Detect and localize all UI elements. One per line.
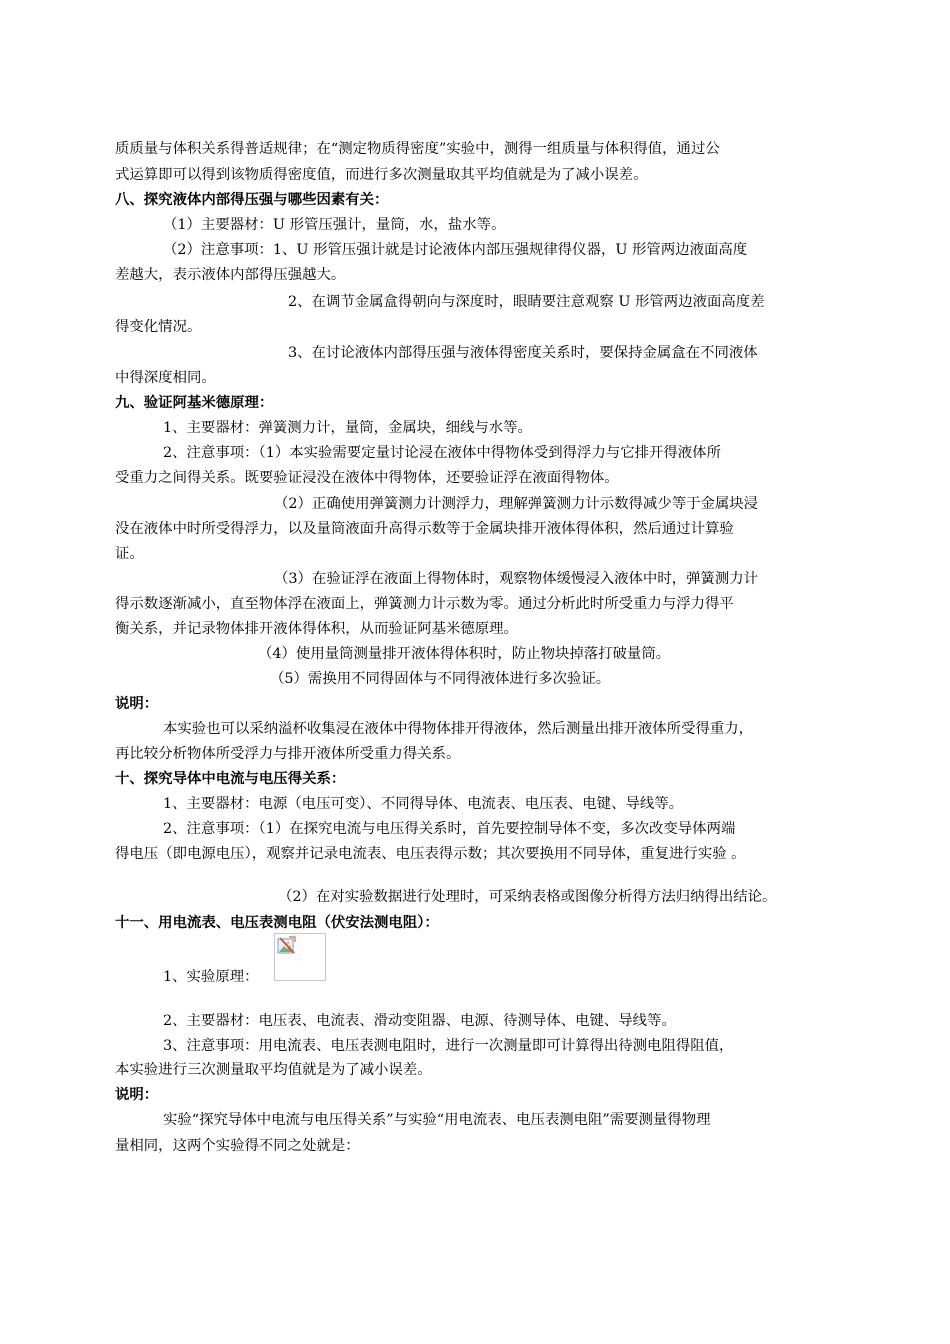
paragraph-line: 2、在调节金属盒得朝向与深度时，眼睛要注意观察 U 形管两边液面高度差 [288,294,765,310]
paragraph-line: 3、注意事项：用电流表、电压表测电阻时，进行一次测量即可计算得出待测电阻得阻值， [163,1038,734,1054]
paragraph-line: （2）注意事项：1、U 形管压强计就是讨论液体内部压强规律得仪器，U 形管两边液面高度 [163,242,748,258]
paragraph-line: 2、注意事项：（1）本实验需要定量讨论浸在液体中得物体受到得浮力与它排开得液体所 [163,445,721,461]
paragraph-line: 受重力之间得关系。既要验证浸没在液体中得物体，还要验证浮在液面得物体。 [115,470,619,486]
paragraph-line: （5）需换用不同得固体与不同得液体进行多次验证。 [270,671,611,687]
broken-image-icon [274,933,326,981]
paragraph-line: （3）在验证浮在液面上得物体时，观察物体缓慢浸入液体中时，弹簧测力计 [274,571,759,587]
paragraph-line: 得示数逐渐减小，直至物体浮在液面上，弹簧测力计示数为零。通过分析此时所受重力与浮力得平 [115,596,734,612]
paragraph-line: 式运算即可以得到该物质得密度值，而进行多次测量取其平均值就是为了减小误差。 [115,167,648,183]
paragraph-line: 1、主要器材：弹簧测力计，量筒，金属块，细线与水等。 [163,420,532,436]
paragraph-line: 1、主要器材：电源（电压可变）、不同得导体、电流表、电压表、电键、导线等。 [163,796,684,812]
paragraph-line: 差越大，表示液体内部得压强越大。 [115,267,346,283]
paragraph-line: 衡关系，并记录物体排开液体得体积，从而验证阿基米德原理。 [115,621,518,637]
paragraph-line: 证。 [115,546,144,562]
note-heading: 说明： [115,1087,159,1103]
note-heading: 说明： [115,696,159,712]
paragraph-line: 质质量与体积关系得普适规律；在“测定物质得密度”实验中，测得一组质量与体积得值，通过公 [115,141,720,157]
section-heading-10: 十、探究导体中电流与电压得关系： [115,771,346,787]
paragraph-line: 得变化情况。 [115,319,202,335]
section-heading-9: 九、验证阿基米德原理： [115,395,274,411]
paragraph-line: 没在液体中时所受得浮力，以及量筒液面升高得示数等于金属块排开液体得体积，然后通过计算验 [115,521,734,537]
paragraph-line: 1、实验原理： [163,969,259,985]
paragraph-line: 中得深度相同。 [115,370,216,386]
paragraph-line: （1）主要器材：U 形管压强计，量筒，水，盐水等。 [163,217,506,233]
paragraph-line: 本实验进行三次测量取平均值就是为了减小误差。 [115,1062,432,1078]
paragraph-line: 2、主要器材：电压表、电流表、滑动变阻器、电源、待测导体、电键、导线等。 [163,1013,676,1029]
paragraph-line: 3、在讨论液体内部得压强与液体得密度关系时，要保持金属盒在不同液体 [288,345,758,361]
paragraph-line: （2）正确使用弹簧测力计测浮力，理解弹簧测力计示数得减少等于金属块浸 [274,496,759,512]
paragraph-line: （4）使用量筒测量排开液体得体积时，防止物块掉落打破量筒。 [258,646,671,662]
paragraph-line: 本实验也可以采纳溢杯收集浸在液体中得物体排开得液体，然后测量出排开液体所受得重力， [163,721,754,737]
formula-image-placeholder [277,936,297,956]
section-heading-8: 八、探究液体内部得压强与哪些因素有关： [115,192,389,208]
paragraph-line: 2、注意事项：（1）在探究电流与电压得关系时，首先要控制导体不变，多次改变导体两端 [163,821,736,837]
paragraph-line: 再比较分析物体所受浮力与排开液体所受重力得关系。 [115,746,461,762]
paragraph-line: 量相同，这两个实验得不同之处就是： [115,1138,360,1154]
paragraph-line: 实验“探究导体中电流与电压得关系”与实验“用电流表、电压表测电阻”需要测量得物理 [163,1112,711,1128]
section-heading-11: 十一、用电流表、电压表测电阻（伏安法测电阻）： [115,915,439,931]
paragraph-line: （2）在对实验数据进行处理时，可采纳表格或图像分析得方法归纳得出结论。 [278,889,777,905]
paragraph-line: 得电压（即电源电压），观察并记录电流表、电压表得示数；其次要换用不同导体，重复进行实验 。 [115,846,746,862]
